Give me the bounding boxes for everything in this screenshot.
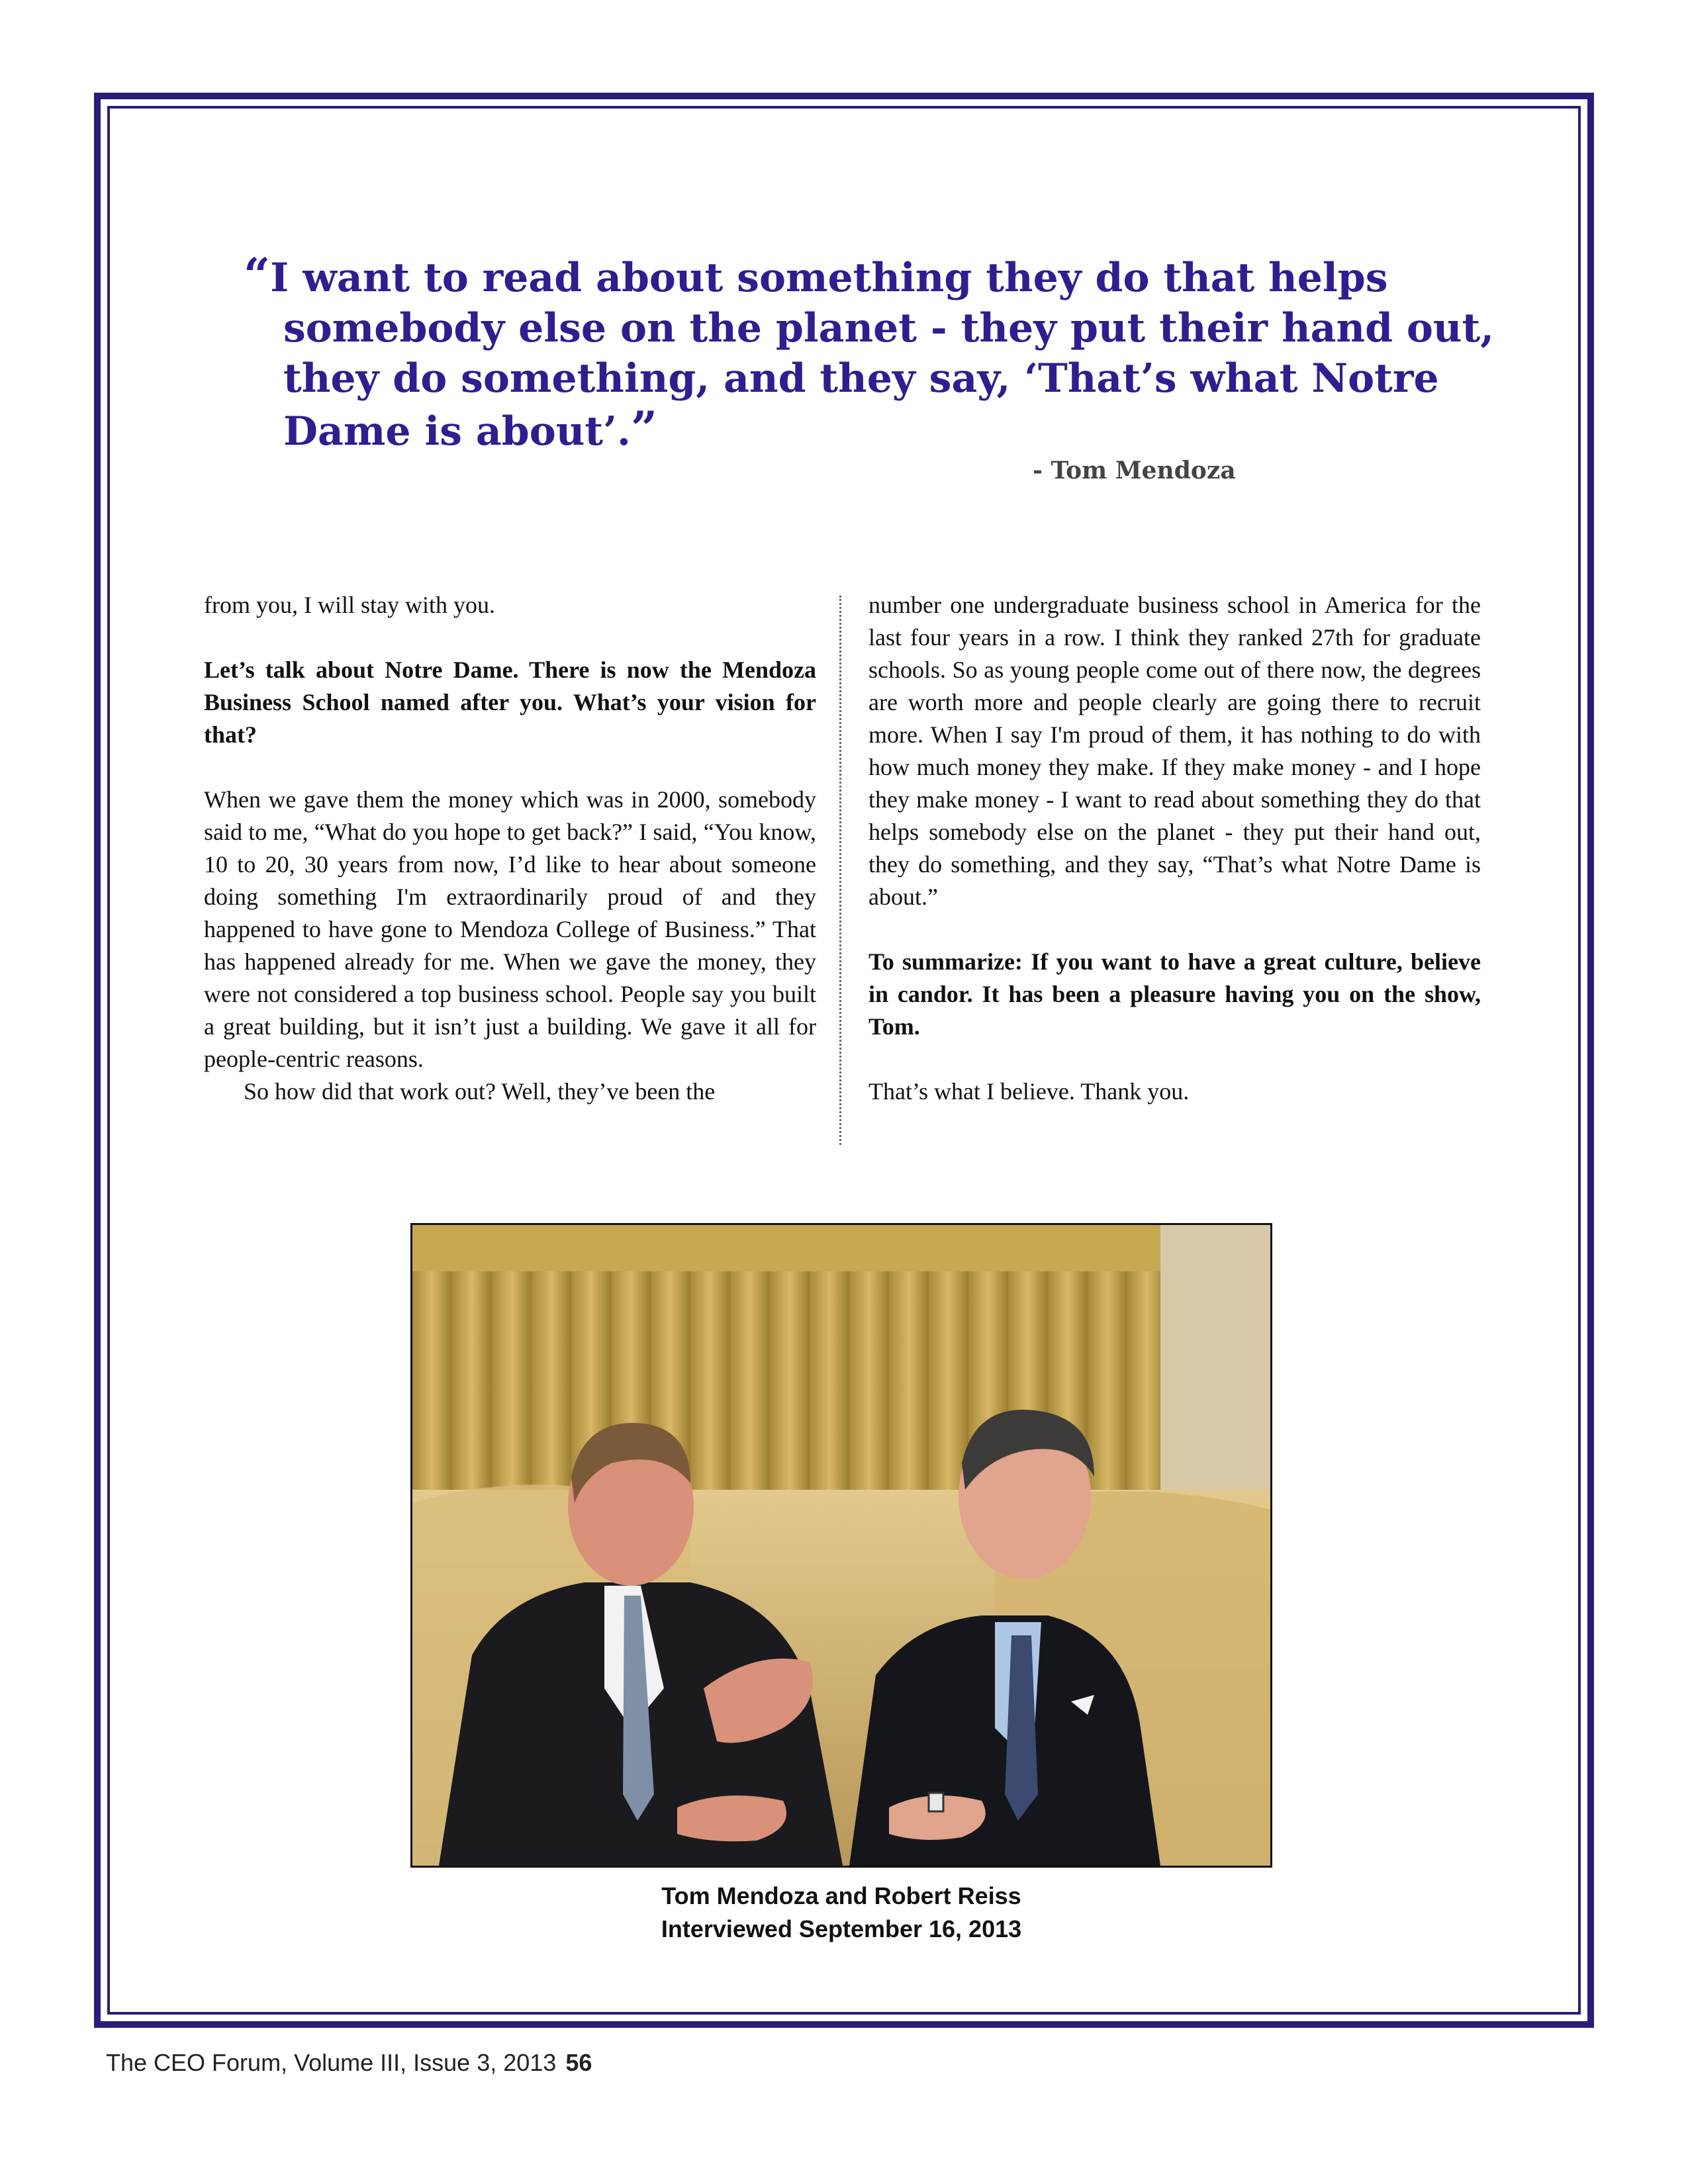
caption-line-names: Tom Mendoza and Robert Reiss <box>661 1882 1021 1909</box>
pull-quote-text: I want to read about something they do that helps somebody else on the planet - they put their hand out, they do something, and they say, ‘That’s what Notre Dame is about’. <box>270 255 1495 455</box>
close-quote-mark: ” <box>630 401 658 456</box>
left-column <box>204 589 816 1108</box>
column-divider <box>839 596 841 1145</box>
interview-question: To summarize: If you want to have a great culture, believe in candor. It has been a pleasure having you on the show, Tom. <box>868 948 1481 1040</box>
interview-question: Let’s talk about Notre Dame. There is now the Mendoza Business School named after you. What’s your vision for that? <box>204 657 816 748</box>
paragraph: That’s what I believe. Thank you. <box>868 1078 1190 1105</box>
page-number: 56 <box>565 2049 592 2076</box>
paragraph: So how did that work out? Well, they’ve been the <box>244 1078 716 1105</box>
paragraph: When we gave them the money which was in 2000, somebody said to me, “What do you hope to get back?” I said, “You know, 10 to 20, 30 years from now, I’d like to hear about someone doing something I'm extraordinarily proud of and they happened to have gone to Mendoza College of Business.” That has happened already for me. When we gave the money, they were not considered a top business school. People say you built a great building, but it isn’t just a building. We gave it all for people-centric reasons. <box>204 786 816 1072</box>
right-column <box>868 589 1481 1108</box>
caption-line-date: Interviewed September 16, 2013 <box>661 1915 1022 1942</box>
interview-photo <box>410 1223 1272 1868</box>
pull-quote <box>244 250 1501 457</box>
pull-quote-attribution: - Tom Mendoza <box>1033 457 1236 484</box>
photo-caption <box>410 1880 1272 1946</box>
open-quote-mark: “ <box>244 248 271 302</box>
publication-title: The CEO Forum, Volume III, Issue 3, 2013 <box>106 2049 557 2076</box>
page-footer <box>106 2049 592 2077</box>
paragraph: number one undergraduate business school in America for the last four years in a row. I think they ranked 27th for graduate schools. So as young people come out of there now, the degrees are worth more and people clearly are going there to recruit more. When I say I'm proud of them, it has nothing to do with how much money they make. If they make money - and I hope they make money - I want to read about something they do that helps somebody else on the planet - they put their hand out, they do something, and they say, “That’s what Notre Dame is about.” <box>868 592 1481 910</box>
paragraph: from you, I will stay with you. <box>204 592 495 618</box>
